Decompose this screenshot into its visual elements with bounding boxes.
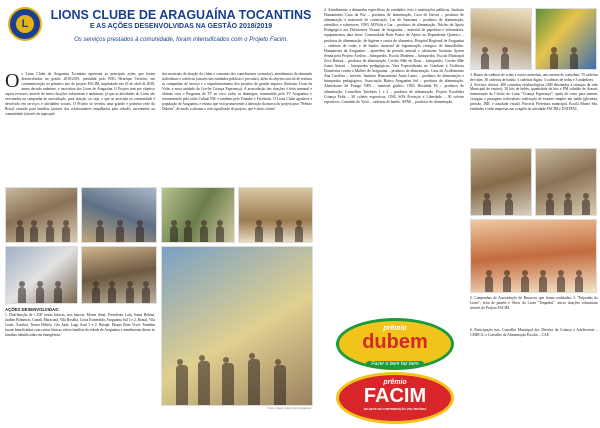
photo-wheelchairs-1 — [470, 8, 532, 70]
demandas-text: 2. Atendimento a demandas específicas de entidades civis e instituições públicas. Instituto Humanitário Casa da Paz – produtos de alimentação; Casa de Idosos – produtos de alimentação e materiais de construção. Lar do Samaana – produtos de alimentação, utensílios e cobertores. ONG ADVida e Lar – produtos de alimentação. Núcleo de Apoio Pedagógico aos Deficientes Visuais de Araguaína – material de papelaria e informática, equipamentos data show. Comunidade Bom Pastor de Apoio ao Dependente Químico – produtos de alimentação, de higiene e cestas de alimentos. Hospital Regional de Araguaína – cadeiras de rodas e de banho; material de higienização cirúrgica do hemodiálise. Humanistas da Araguaína – aparelhos de pressão arterial e ultrassom. Instituto Ayrton Senna pelo Projeto Acelera – brinquedos. Escola Moderna – brinquedos. Escola Municipal Zeca Batista – produtos de alimentação. Creche Mãe de Deus – brinquedos. Creche Mãe Joana Araraú – brinquedos pedagógicos. Vara Especializada no Combate à Violência Doméstica contra a Mulher de Araguaína – produtos de alimentação. Casa do Acolhimento Ana Carolina – móveis. Instituto Humanitário Anita Lauro – produtos de alimentação e brinquedos pedagógicos. Associação Bairro Araguaína Sul – produtos de alimentação. Abatedouro de Frango NPA – material gráfico. ONG Hortinha Pé – produtos de alimentação. Conselhos Tutelares 1 e 2 – produtos de alimentação. Projeto Escolinha Criança Feliz – 30 coletes esportivos. ONG SOS Proteção e Liberdade – 30 coletes esportivos. Cantinho do Vovô – cadeiras de banho. APAE – produtos de alimentação. — [324, 8, 464, 104]
photo-donation-1 — [5, 187, 78, 243]
drop-cap: O — [5, 72, 20, 92]
photo-credit: Fotos: Arquivo Lions Clube Araguaína — [267, 407, 311, 410]
article-text-1: s Lions Clube de Araguaína Tocantins apresenta as principais ações que foram desenvolvidas na gestão 2018/2019, presidida pelo PDG Henrique Teixeira, em commemoração ao primeiro ano do projeto FACIM, implantado em 16 de abril de 2018, numa decisão unânime, e inovadora dos Lions de Araguaína. O Projeto tem por objetivo captar recursos, através de micro doações voluntárias e anônimas, já que as atividades do Lions são executadas na campanha de arrecadação, para doação, ou seja, o que se arrecada ao comunidade é devolvido em serviços e atividades sociais. O Projeto se revelou uma grande e primeira rede do Brasil, reunido para famílias (através dos colaboradores empilhados pela cidade), movimento na comunidade (através da aquisição — [5, 72, 155, 116]
premio-facim-name: FACIM — [363, 385, 427, 407]
premio-facim-logo — [336, 372, 454, 424]
photo-cestas-basicas — [161, 246, 313, 406]
item-6-text: 6. Participação nos: Conselho Municipal dos Direitos da Criança e Adolescente – CMDCA; e Conselho da Alimentação Escolar – CAE. — [470, 328, 598, 337]
premio-dubem-tagline: Fazer o bem faz bem — [366, 361, 423, 367]
photo-donation-3 — [161, 187, 235, 243]
acoes-section — [5, 307, 155, 425]
page-title: LIONS CLUBE DE ARAGUAÍNA TOCANTINS — [50, 8, 312, 22]
premio-dubem-small: prêmio — [383, 325, 407, 332]
photo-donation-4 — [238, 187, 313, 243]
item-5-text: 5. Campanhas de Arrecadação de Recursos que foram realizadas: 3 "Feijoadas do Lions"; feira de pastéis e Show do Lions "Tenpolini", micro doações voluntárias através do Projeto FACIM. — [470, 296, 598, 310]
item-6 — [470, 328, 598, 348]
page-intro: Os serviços prestados à comunidade, foram intensificados com o Projeto Facim. — [74, 37, 288, 43]
item-5 — [470, 296, 598, 328]
premio-dubem-name: dubem — [362, 331, 428, 353]
acoes-text: 1. Distribuição de 1.100 cestas básicas, nos bairros: Monte Sinai, Presidente Lula, Santa Helena, Jardim Palmeiras, Canaã, Maracanã, Vila Rosália, Costa Esmeralda, Araguaína Sul 1 e 2, Raizal, Vila Goiás, Xixebal, Tereza Hilário, Céu Azul, Lago Azul 1 e 2, Baiapé, Parque Bom Viver. Também foram beneficiadas com cestas básicas várias famílias da cidade de Araguaína e atendimento direto às famílias identificadas em emergência. — [5, 313, 155, 337]
photo-donation-5 — [5, 246, 78, 304]
photo-services-2 — [535, 148, 597, 216]
premio-facim-desc: BILHETE DE CONTRIBUIÇÃO VOLUNTÁRIA — [363, 407, 427, 411]
article-column-1 — [5, 72, 155, 184]
photo-services-1 — [470, 148, 532, 216]
photo-wheelchairs-2 — [535, 8, 597, 70]
article-column-3 — [324, 8, 464, 308]
items-3-4-text: 3. Banco de cadeiras de rodas e outros materiais, um sistema de comodato: 70 cadeiras de rodas; 30 cadeiras de banho; 3 cadeiras digias; 3 cadeiras de rodas e 3 andadores. 4. Serviços diretos: 400 consultas oftalmológicas (400 destinadas a crianças da rede Municipal de ensino); 30 kits de bebês; quantidade de kits e PM cidadão de Araraú; manutenção da Creche do Lions "Criança Esperança"; ajuda de custo para mamas, cirurgias e passagens rodoviárias; realização de exames simples em saúde (glicemia, pressão, IMC e acuidade visual). Parceria Prefeitura municipal, Escola Monte São, entidades e sede empresas em a região do atividade FACIM e UNITPAC. — [470, 73, 598, 111]
premio-dubem-logo — [336, 318, 454, 370]
lions-logo-mark: L — [16, 15, 34, 33]
photo-donation-6 — [81, 246, 157, 304]
acoes-title: AÇÕES DESENVOLVIDAS: — [5, 307, 60, 312]
lions-logo-icon — [8, 7, 42, 41]
article-text-2: dos materiais de doação do clube e consumo dos contribuintes sorteados), atendimento da demanda individuais e coletivas (através das entidades públicas e privadas), além do objetivo inicial de realizar as campanhas de serviço e o impulsionamento dos projetos de grande impacto (Instituto Lions da Visão e nova unidade da Creche Criança Esperança). A arrecadação das doações é feita semanal e ultimas com o Programa de TV ao vivo, todos os domingos, transmitido pela TV Araguaína, e retransmitido pela rádio Cidade FM, e também pelo Youtube e Facebook. O Lions Clube agradece a população de Araguaína, e estima que está promovendo a alteração da marca do projeto para "Prêmio Dubem", de modo a afirmar o real significado do projeto, que é fazer o bem! — [162, 72, 312, 111]
page-subtitle: E AS AÇÕES DESENVOLVIDAS NA GESTÃO 2018/2019 — [89, 23, 273, 30]
article-column-4 — [470, 73, 598, 145]
premio-facim-small: prêmio — [383, 379, 407, 386]
photo-campaign — [470, 219, 597, 293]
photo-donation-2 — [81, 187, 157, 243]
article-column-2 — [162, 72, 312, 184]
